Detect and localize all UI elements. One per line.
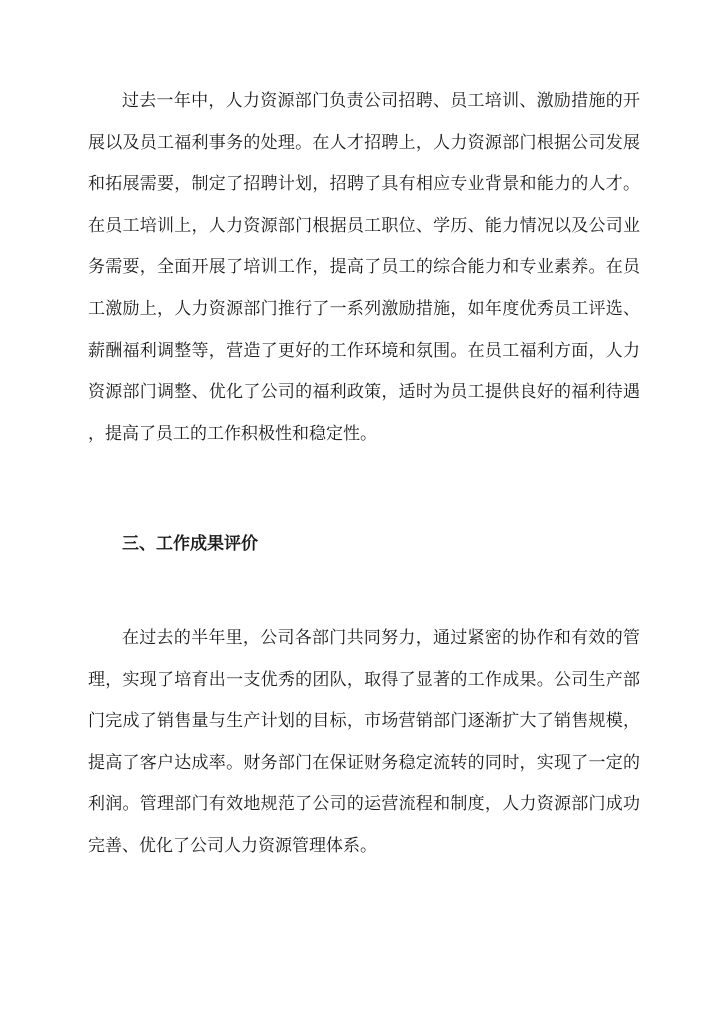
paragraph-line: 在过去的半年里，公司各部门共同努力，通过紧密的协作和有效的管 <box>122 628 640 648</box>
section-heading: 三、工作成果评价 <box>122 534 258 554</box>
paragraph-line: 过去一年中，人力资源部门负责公司招聘、员工培训、激励措施的开 <box>122 91 640 111</box>
paragraph-line: 资源部门调整、优化了公司的福利政策，适时为员工提供良好的福利待遇 <box>88 382 640 403</box>
paragraph-line: 薪酬福利调整等，营造了更好的工作环境和氛围。在员工福利方面，人力 <box>88 340 640 361</box>
paragraph-line: 展以及员工福利事务的处理。在人才招聘上，人力资源部门根据公司发展 <box>88 132 640 153</box>
paragraph-line: ，提高了员工的工作积极性和稳定性。 <box>88 423 377 444</box>
paragraph-line: 完善、优化了公司人力资源管理体系。 <box>88 835 377 856</box>
paragraph-work-results <box>88 628 640 878</box>
paragraph-line: 提高了客户达成率。财务部门在保证财务稳定流转的同时，实现了一定的 <box>88 752 640 773</box>
paragraph-line: 理，实现了培育出一支优秀的团队，取得了显著的工作成果。公司生产部 <box>88 669 640 690</box>
paragraph-line: 门完成了销售量与生产计划的目标，市场营销部门逐渐扩大了销售规模， <box>88 711 640 732</box>
paragraph-hr-summary <box>88 91 640 465</box>
paragraph-line: 工激励上，人力资源部门推行了一系列激励措施，如年度优秀员工评选、 <box>88 298 640 319</box>
paragraph-line: 和拓展需要，制定了招聘计划，招聘了具有相应专业背景和能力的人才。 <box>88 174 640 195</box>
paragraph-line: 在员工培训上，人力资源部门根据员工职位、学历、能力情况以及公司业 <box>88 215 640 236</box>
paragraph-line: 利润。管理部门有效地规范了公司的运营流程和制度，人力资源部门成功 <box>88 794 640 815</box>
paragraph-line: 务需要，全面开展了培训工作，提高了员工的综合能力和专业素养。在员 <box>88 257 640 278</box>
